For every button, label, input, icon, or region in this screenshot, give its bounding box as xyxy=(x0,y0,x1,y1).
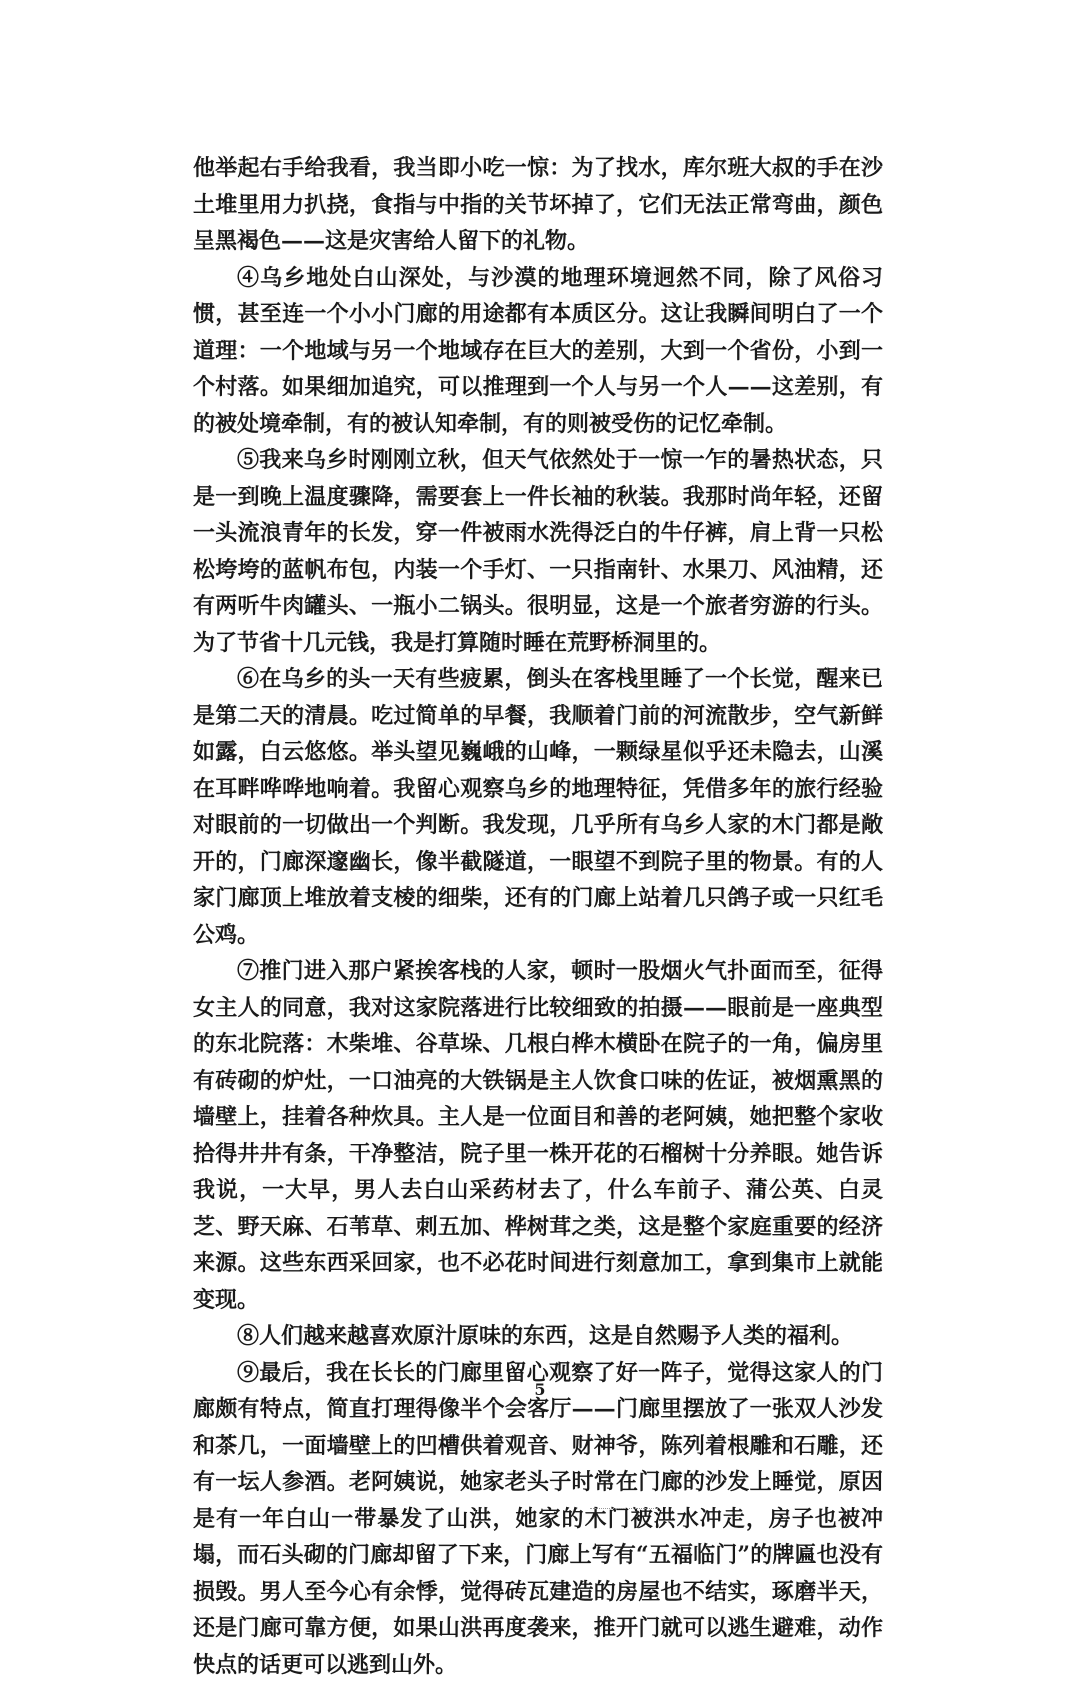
footer-dotted-mark xyxy=(590,1508,660,1511)
paragraph-9: ⑨最后，我在长长的门廊里留心观察了好一阵子，觉得这家人的门廊颇有特点，简直打理得像半个会客厅——门廊里摆放了一张双人沙发和茶几，一面墙壁上的凹槽供着观音、财神爷，陈列着根雕和石雕，还有一坛人参酒。老阿姨说，她家老头子时常在门廊的沙发上睡觉，原因是有一年白山一带暴发了山洪，她家的木门被洪水冲走，房子也被冲塌，而石头砌的门廊却留了下来，门廊上写有“五福临门”的牌匾也没有损毁。男人至今心有余悸，觉得砖瓦建造的房屋也不结实，琢磨半天，还是门廊可靠方便，如果山洪再度袭来，推开门就可以逃生避难，动作快点的话更可以逃到山外。 xyxy=(193,1355,883,1683)
paragraph-continued: 他举起右手给我看，我当即小吃一惊：为了找水，库尔班大叔的手在沙土堆里用力扒挠，食指与中指的关节坏掉了，它们无法正常弯曲，颜色呈黑褐色——这是灾害给人留下的礼物。 xyxy=(193,150,883,260)
paragraph-5: ⑤我来乌乡时刚刚立秋，但天气依然处于一惊一乍的暑热状态，只是一到晚上温度骤降，需要套上一件长袖的秋装。我那时尚年轻，还留一头流浪青年的长发，穿一件被雨水洗得泛白的牛仔裤，肩上背一只松松垮垮的蓝帆布包，内装一个手灯、一只指南针、水果刀、风油精，还有两听牛肉罐头、一瓶小二锅头。很明显，这是一个旅者穷游的行头。为了节省十几元钱，我是打算随时睡在荒野桥洞里的。 xyxy=(193,442,883,661)
paragraph-4: ④乌乡地处白山深处，与沙漠的地理环境迥然不同，除了风俗习惯，甚至连一个小小门廊的用途都有本质区分。这让我瞬间明白了一个道理：一个地域与另一个地域存在巨大的差别，大到一个省份，小到一个村落。如果细加追究，可以推理到一个人与另一个人——这差别，有的被处境牵制，有的被认知牵制，有的则被受伤的记忆牵制。 xyxy=(193,260,883,443)
page-number: 5 xyxy=(0,1380,1080,1399)
paragraph-7: ⑦推门进入那户紧挨客栈的人家，顿时一股烟火气扑面而至，征得女主人的同意，我对这家院落进行比较细致的拍摄——眼前是一座典型的东北院落：木柴堆、谷草垛、几根白桦木横卧在院子的一角，偏房里有砖砌的炉灶，一口油亮的大铁锅是主人饮食口味的佐证，被烟熏黑的墙壁上，挂着各种炊具。主人是一位面目和善的老阿姨，她把整个家收拾得井井有条，干净整洁，院子里一株开花的石榴树十分养眼。她告诉我说，一大早，男人去白山采药材去了，什么车前子、蒲公英、白灵芝、野天麻、石苇草、刺五加、桦树茸之类，这是整个家庭重要的经济来源。这些东西采回家，也不必花时间进行刻意加工，拿到集市上就能变现。 xyxy=(193,953,883,1318)
paragraph-6: ⑥在乌乡的头一天有些疲累，倒头在客栈里睡了一个长觉，醒来已是第二天的清晨。吃过简单的早餐，我顺着门前的河流散步，空气新鲜如露，白云悠悠。举头望见巍峨的山峰，一颗绿星似乎还未隐去，山溪在耳畔哗哗地响着。我留心观察乌乡的地理特征，凭借多年的旅行经验对眼前的一切做出一个判断。我发现，几乎所有乌乡人家的木门都是敞开的，门廊深邃幽长，像半截隧道，一眼望不到院子里的物景。有的人家门廊顶上堆放着支棱的细柴，还有的门廊上站着几只鸽子或一只红毛公鸡。 xyxy=(193,661,883,953)
paragraph-8: ⑧人们越来越喜欢原汁原味的东西，这是自然赐予人类的福利。 xyxy=(193,1318,883,1355)
body-text xyxy=(193,150,883,1683)
